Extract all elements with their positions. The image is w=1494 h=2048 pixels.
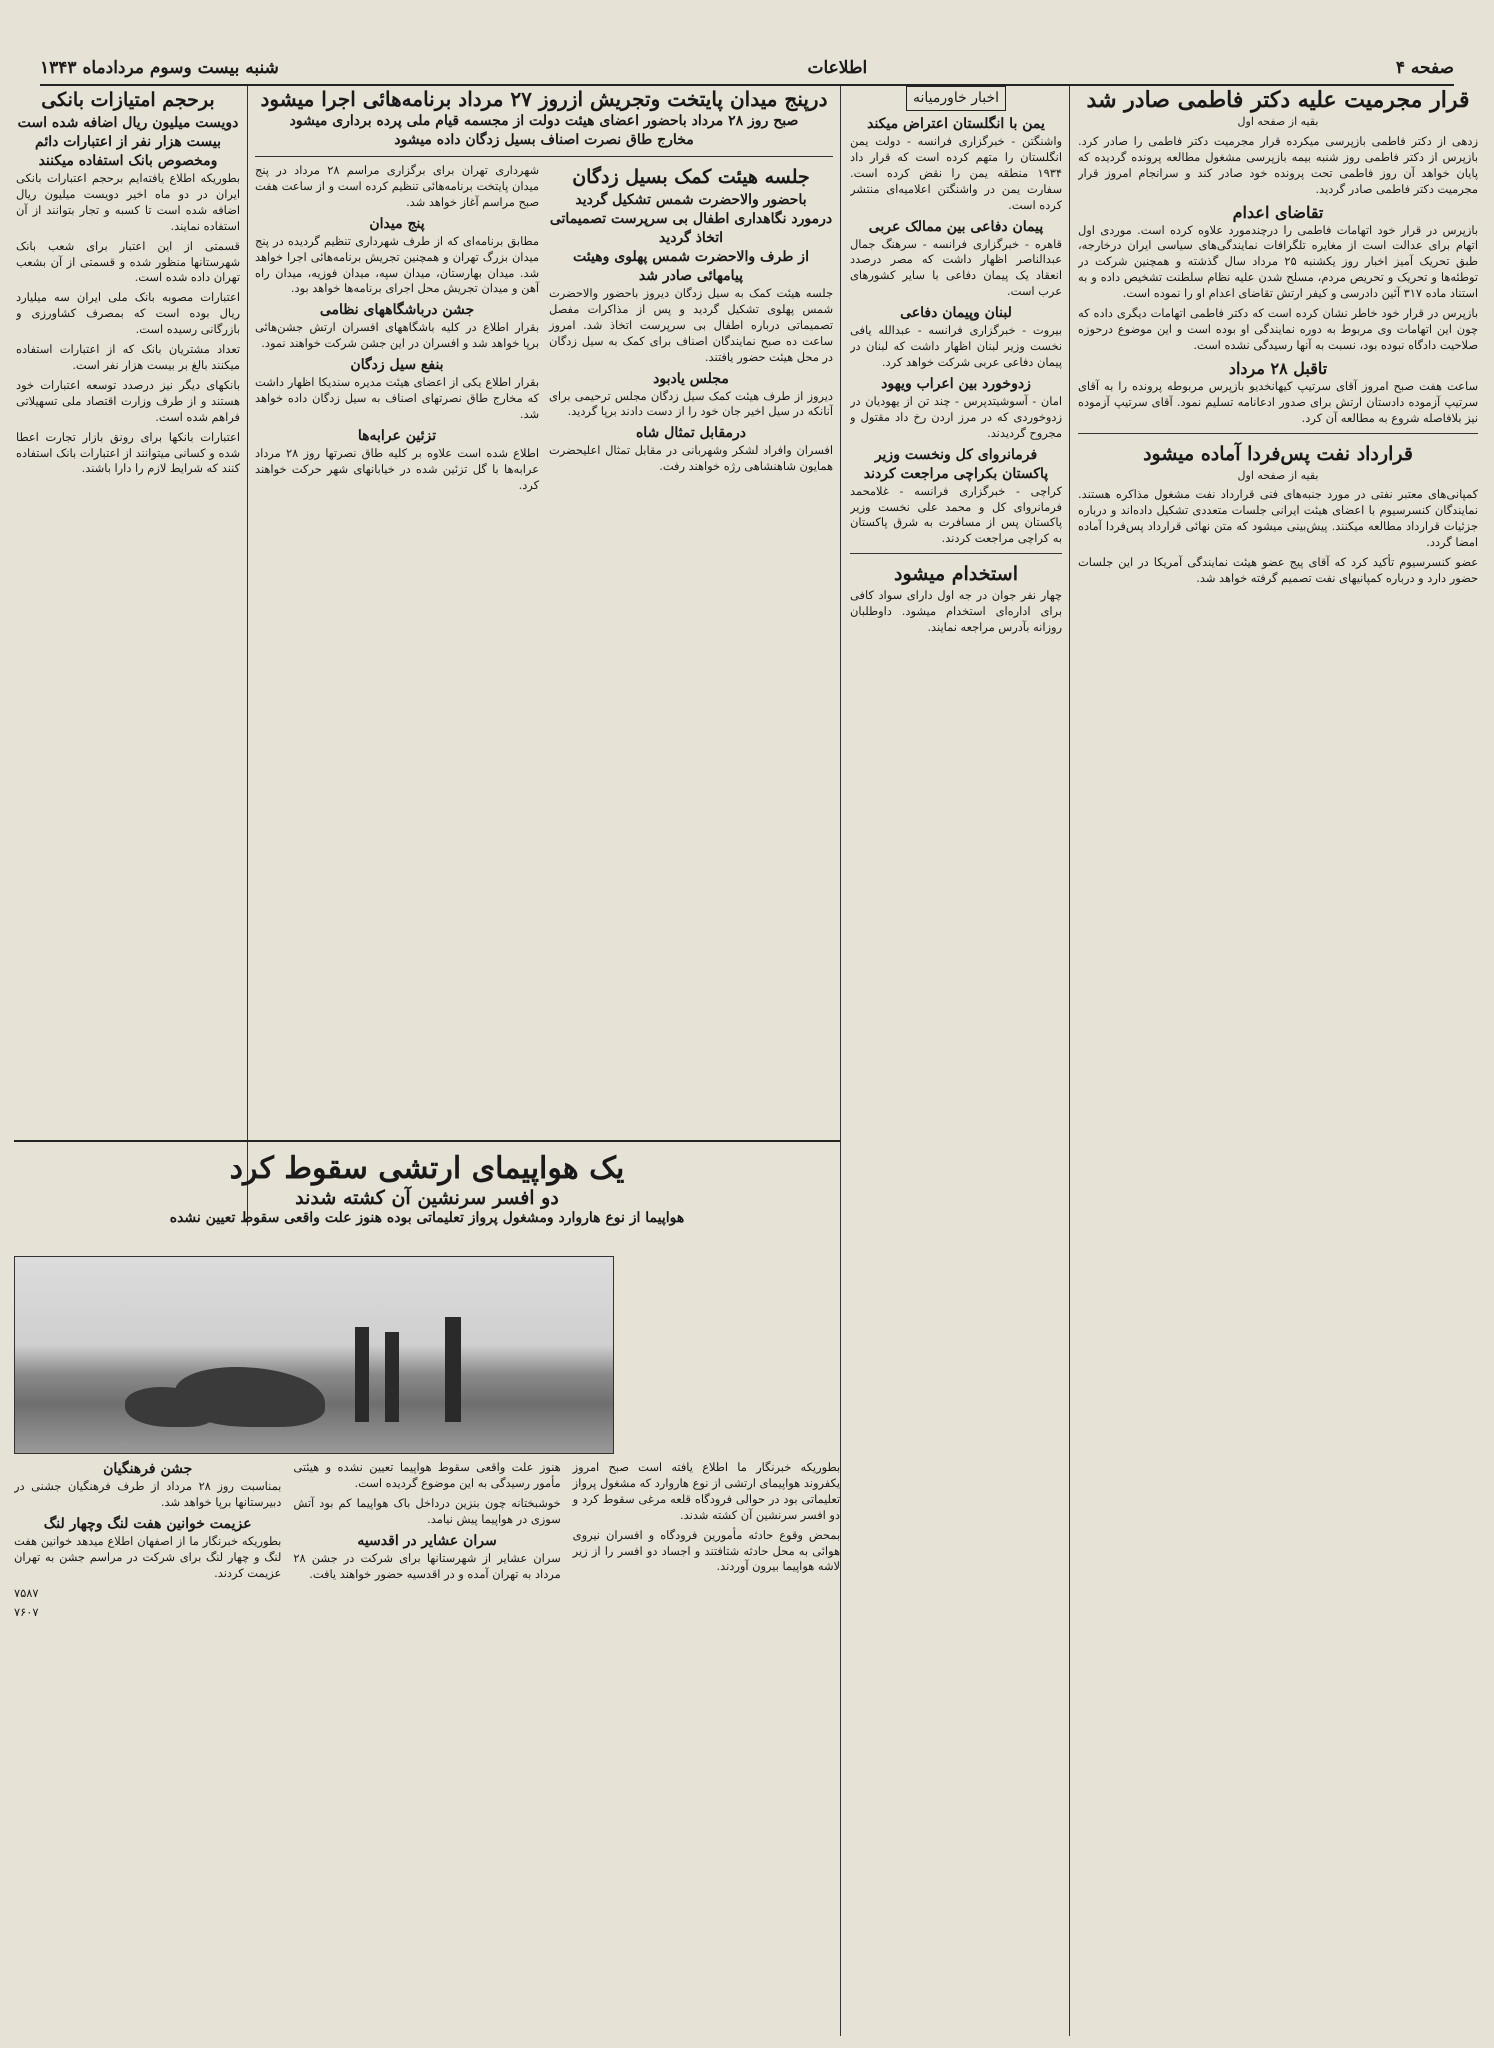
article-body: بطوریکه اطلاع یافته‌ایم برحجم اعتبارات بانکی ایران در دو ماه اخیر دویست میلیون ریال اضافه شده است تا کسبه و تجار بتوانند از آن استفاده نمایند. [16, 171, 240, 233]
article-body: بمناسبت روز ۲۸ مرداد از طرف فرهنگیان جشنی در دبیرستانها برپا خواهد شد. [14, 1479, 282, 1509]
subhead: از طرف والاحضرت شمس پهلوی وهیئت پیامهائی صادر شد [573, 249, 809, 284]
page-number: صفحه ۴ [1395, 58, 1454, 78]
ad-code: ۷۵۸۷ [14, 1585, 39, 1600]
divider [255, 156, 833, 157]
subhead: عزیمت خوانین هفت لنگ وچهار لنگ [43, 1515, 252, 1532]
subhead: دویست میلیون ریال اضافه شده است [17, 115, 239, 131]
subhead: بیست هزار نفر از اعتبارات دائم ومخصوص بانک استفاده میکنند [35, 134, 221, 169]
article-body: بازپرس در قرار خود خاطر نشان کرده است که دکتر فاطمی اتهامات دیگری داده که چون این اتهامات وی مربوط به دوره نمایندگی او بوده است و این موضوع درحوزه صلاحیت دادگاه نبوده بود، نسبت به آنها رسیدگی نشده است. [1078, 306, 1478, 352]
crash-subcolumn-b [293, 1460, 560, 1625]
article-body: بازپرس در قرار خود اتهامات فاطمی را درچندمورد علاوه کرده است. موردی اول اتهام برای عدالت است از مغایره تلگرافات نمایندگی‌های سیاسی ایران درخارجه، طبق تحریک آمیز اخبار روز یکشنبه ۲۵ مرداد سال گذشته و همچنین شرکت در توطئه‌ها و تحریک و تحریص مردم، مسلح شدن علیه نظام سلطنت تشخیص داده و به استناد ماده ۳۱۷ آئین دادرسی و کیفر ارتش تقاضای اعدام او را نموده است. [1078, 222, 1478, 301]
paper-name: اطلاعات [807, 58, 868, 78]
article-body: چهار نفر جوان در جه اول دارای سواد کافی برای اداره‌ای استخدام میشود. داوطلبان روزانه بآدرس مراجعه نمایند. [850, 588, 1062, 635]
article-body: بطوریکه خبرنگار ما از اصفهان اطلاع میدهد خوانین هفت لنگ و چهار لنگ برای شرکت در مراسم جشن به تهران عزیمت کردند. [14, 1533, 282, 1580]
person-figure [355, 1327, 369, 1422]
main-headline: درپنج میدان پایتخت وتجریش ازروز ۲۷ مرداد برنامه‌هائی اجرا میشود [260, 87, 828, 111]
column-rule [1069, 86, 1070, 2036]
article-body: بقرار اطلاع یکی از اعضای هیئت مدیره سندیکا اظهار داشت که مخارج طاق نصرتهای اصناف به سیل زدگان داده خواهد شد. [255, 375, 539, 421]
crash-body [14, 1460, 840, 2030]
subhead: بنفع سیل زدگان [350, 357, 444, 374]
article-body: اطلاع شده است علاوه بر کلیه طاق نصرتها روز ۲۸ مرداد عرابه‌ها با گل تزئین شده در خیابانهای شهر حرکت خواهند کرد. [255, 445, 539, 492]
section-rule [14, 1140, 840, 1142]
article-body: بقرار اطلاع در کلیه باشگاههای افسران ارتش جشن‌هائی برپا خواهد شد و افسران در این جشن شرکت خواهند نمود. [255, 320, 539, 351]
crash-photo [14, 1256, 614, 1454]
article-body: بانکهای دیگر نیز درصدد توسعه اعتبارات خود هستند و از طرف وزارت اقتصاد ملی تسهیلاتی فراهم شده است. [16, 377, 240, 424]
article-body: مطابق برنامه‌ای که از طرف شهرداری تنظیم گردیده در پنج میدان بزرگ تهران و همچنین تجریش برنامه‌هائی اجرا خواهد شد. میدان بهارستان، میدان سپه، میدان فوزیه، میدان راه آهن و میدان تجریش محل اجرای برنامه‌ها خواهد بود. [255, 233, 539, 296]
subhead: پنج میدان [369, 215, 425, 232]
subhead: درمقابل تمثال شاه [635, 425, 747, 442]
article-body: زدهی از دکتر فاطمی بازپرسی میکرده قرار مجرمیت دکتر فاطمی را صادر کرد. بازپرس از دکتر فاطمی روز شنبه بیمه بازپرسی مشغول مطالعه پرونده گردیده که پایان خواهد آن روز فاطمی تحت پرونده خود صادر کند و سرانجام امروز قرار مجرمیت دکتر فاطمی صادر گردید. [1078, 133, 1478, 196]
crash-headline: یک هواپیمای ارتشی سقوط کرد [229, 1151, 625, 1186]
subhead: زدوخورد بین اعراب ویهود [881, 375, 1031, 392]
article-body: قسمتی از این اعتبار برای شعب بانک شهرستانها منظور شده و قسمتی از آن بشعب تهران داده شده است. [16, 238, 240, 285]
subhead: درمورد نگاهداری اطفال بی سرپرست تصمیماتی اتخاذ گردید [549, 211, 833, 246]
person-figure [445, 1317, 461, 1422]
person-figure [385, 1332, 399, 1422]
issue-date: شنبه بیست وسوم مردادماه ۱۳۴۳ [40, 58, 279, 78]
subhead: جشن فرهنگیان [103, 1461, 193, 1477]
subhead: لبنان وپیمان دفاعی [900, 305, 1012, 322]
article-body: بطوریکه خبرنگار ما اطلاع یافته است صبح امروز یکفروند هواپیمای ارتشی از نوع هاروارد که مشغول پرواز تعلیماتی بود در حوالی فرودگاه قلعه مرغی سقوط کرد و دو افسر سرنشین آن کشته شدند. [572, 1460, 840, 1522]
fatemi-headline: قرار مجرمیت علیه دکتر فاطمی صادر شد [1086, 87, 1470, 113]
article-body: اعتبارات بانکها برای رونق بازار تجارت اعطا شده و کسانی میتوانند از اعتبارات بانک استفاده کنند که شرایط لازم را دارا باشند. [16, 429, 240, 476]
folio-bar [40, 44, 1454, 86]
article-body: دیروز از طرف هیئت کمک سیل زدگان مجلس ترحیمی برای آنانکه در سیل اخیر جان خود را از دست دادند برپا گردید. [549, 388, 833, 419]
article-body: عضو کنسرسیوم تأکید کرد که آقای پیج عضو هیئت نمایندگی آمریکا در این جلسات حضور دارد و درباره کمپانیهای نفت تصمیم گرفته خواهد شد. [1078, 555, 1478, 585]
article-body: واشنگتن - خبرگزاری فرانسه - دولت یمن انگلستان را متهم کرده است که قرار داد ۱۹۳۴ منطقه یمن را نقض کرده است. سفارت یمن در واشنگتن اعلامیه‌ای منتشر کرده است. [850, 134, 1062, 212]
column-center [255, 86, 833, 1226]
article-body: اعتبارات مصوبه بانک ملی ایران سه میلیارد ریال بوده است که بمصرف کشاورزی و بازرگانی رسیده است. [16, 290, 240, 337]
article-body: سران عشایر از شهرستانها برای شرکت در جشن ۲۸ مرداد به تهران آمده و در اقدسیه حضور خواهند یافت. [293, 1550, 561, 1581]
oil-headline: قرارداد نفت پس‌فردا آماده میشود [1143, 442, 1413, 465]
article-body: بمحض وقوع حادثه مأمورین فرودگاه و افسران نیروی هوائی به محل حادثه شتافتند و اجساد دو افسر را از زیر لاشه هواپیما بیرون آوردند. [572, 1527, 840, 1574]
subhead: باحضور والاحضرت شمس تشکیل گردید [575, 192, 807, 208]
article-body: شهرداری تهران برای برگزاری مراسم ۲۸ مرداد در پنج میدان پایتخت برنامه‌هائی تنظیم کرده است و از ساعت هفت صبح مراسم آغاز خواهد شد. [255, 163, 539, 209]
article-body: کراچی - خبرگزاری فرانسه - غلامحمد فرمانروای کل و محمد علی نخست وزیر پاکستان پس از مسافرت به شرق پاکستان به کراچی مراجعت کردند. [850, 483, 1062, 546]
article-body: بیروت - خبرگزاری فرانسه - عبدالله یافی نخست وزیر لبنان اظهار داشت که لبنان در پیمان دفاعی عربی شرکت خواهد کرد. [850, 323, 1062, 369]
subhead: مخارج طاق نصرت اصناف بسیل زدگان داده میشود [394, 132, 694, 148]
divider [850, 553, 1062, 554]
bank-headline: برحجم امتیازات بانکی [41, 89, 215, 111]
article-body: جلسه هیئت کمک به سیل زدگان دیروز باحضور والاحضرت شمس پهلوی تشکیل گردید و پس از مذاکرات مفصل تصمیماتی درباره اطفال بی سرپرست اتخاذ شد. امروز ساعت ده صبح نمایندگان اصناف برای کمک به سیل زدگان در محل هیئت حضور یافتند. [549, 286, 833, 364]
article-body: خوشبختانه چون بنزین درداخل باک هواپیما کم بود آتش سوزی در هواپیما پیش نیامد. [293, 1495, 561, 1526]
classified-headline: استخدام میشود [894, 563, 1018, 586]
subhead: هواپیما از نوع هاروارد ومشغول پرواز تعلیماتی بوده هنوز علت واقعی سقوط تعیین نشده [169, 1210, 685, 1226]
column-mideast [850, 86, 1062, 2036]
ad-code: ۷۶۰۷ [14, 1605, 39, 1620]
column-rule [247, 86, 248, 1226]
subhead: جشن درباشگاههای نظامی [319, 302, 475, 319]
column-rule [840, 86, 841, 2036]
continued-note: بقیه از صفحه اول [1237, 468, 1319, 482]
subhead: تزئین عرابه‌ها [357, 427, 437, 444]
article-body: کمپانی‌های معتبر نفتی در مورد جنبه‌های فنی قرارداد نفت مشغول مذاکره هستند. نمایندگان کنسرسیوم با اعضای هیئت ایرانی جلسات متعددی تشکیل داده‌اند و درباره جزئیات قرارداد مطالعه میکنند. پیش‌بینی میشود که متن نهائی قرارداد پس‌فردا آماده امضا گردد. [1078, 487, 1478, 550]
subhead: فرمانروای کل ونخست وزیر پاکستان بکراچی مراجعت کردند [863, 446, 1049, 482]
subhead: دو افسر سرنشین آن کشته شدند [295, 1187, 559, 1209]
article-body: امان - آسوشیتدپرس - چند تن از یهودیان در زدوخوردی که در مرز اردن رخ داد مقتول و مجروح گردیدند. [850, 393, 1062, 440]
article-body: هنوز علت واقعی سقوط هواپیما تعیین نشده و هیئتی مأمور رسیدگی به این موضوع گردیده است. [293, 1460, 561, 1490]
continued-note: بقیه از صفحه اول [1237, 115, 1319, 128]
subhead: پیمان دفاعی بین ممالک عربی [868, 218, 1044, 235]
subhead: تاقبل ۲۸ مرداد [1228, 358, 1328, 378]
center-subcolumn-a [549, 163, 833, 498]
section-label: اخبار خاورمیانه [906, 86, 1006, 111]
subhead: تقاضای اعدام [1232, 202, 1324, 222]
crash-subcolumn-a [573, 1460, 840, 1625]
column-left [16, 86, 240, 1226]
crash-header [14, 1150, 840, 1256]
subhead: یمن با انگلستان اعتراض میکند [867, 116, 1045, 132]
flood-aid-headline: جلسه هیئت کمک بسیل زدگان [572, 166, 810, 188]
center-subcolumn-b [255, 163, 539, 498]
column-right [1078, 86, 1478, 2036]
article-body: افسران وافراد لشکر وشهربانی در مقابل تمثال اعلیحضرت همایون شاهنشاهی رژه خواهند رفت. [549, 443, 833, 474]
subhead: صبح روز ۲۸ مرداد باحضور اعضای هیئت دولت از مجسمه قیام ملی پرده برداری میشود [289, 113, 799, 129]
subhead: سران عشایر در اقدسیه [357, 1532, 497, 1549]
article-body: ساعت هفت صبح امروز آقای سرتیپ کیهانخدیو بازپرس مربوطه پرونده را به آقای سرتیپ آزموده دادستان ارتش برای صدور ادعانامه تسلیم نمود. آقای سرتیپ آزموده نیز بلافاصله شروع به مطالعه آن کرد. [1078, 378, 1478, 425]
divider [1078, 433, 1478, 434]
subhead: مجلس یادبود [653, 370, 729, 387]
article-body: تعداد مشتریان بانک که از اعتبارات استفاده میکنند بالغ بر بیست هزار نفر است. [16, 342, 240, 372]
article-body: قاهره - خبرگزاری فرانسه - سرهنگ جمال عبدالناصر اظهار داشت که مصر درصدد انعقاد یک پیمان دفاعی با سایر کشورهای عرب است. [850, 236, 1062, 299]
crash-subcolumn-c [14, 1460, 281, 1625]
